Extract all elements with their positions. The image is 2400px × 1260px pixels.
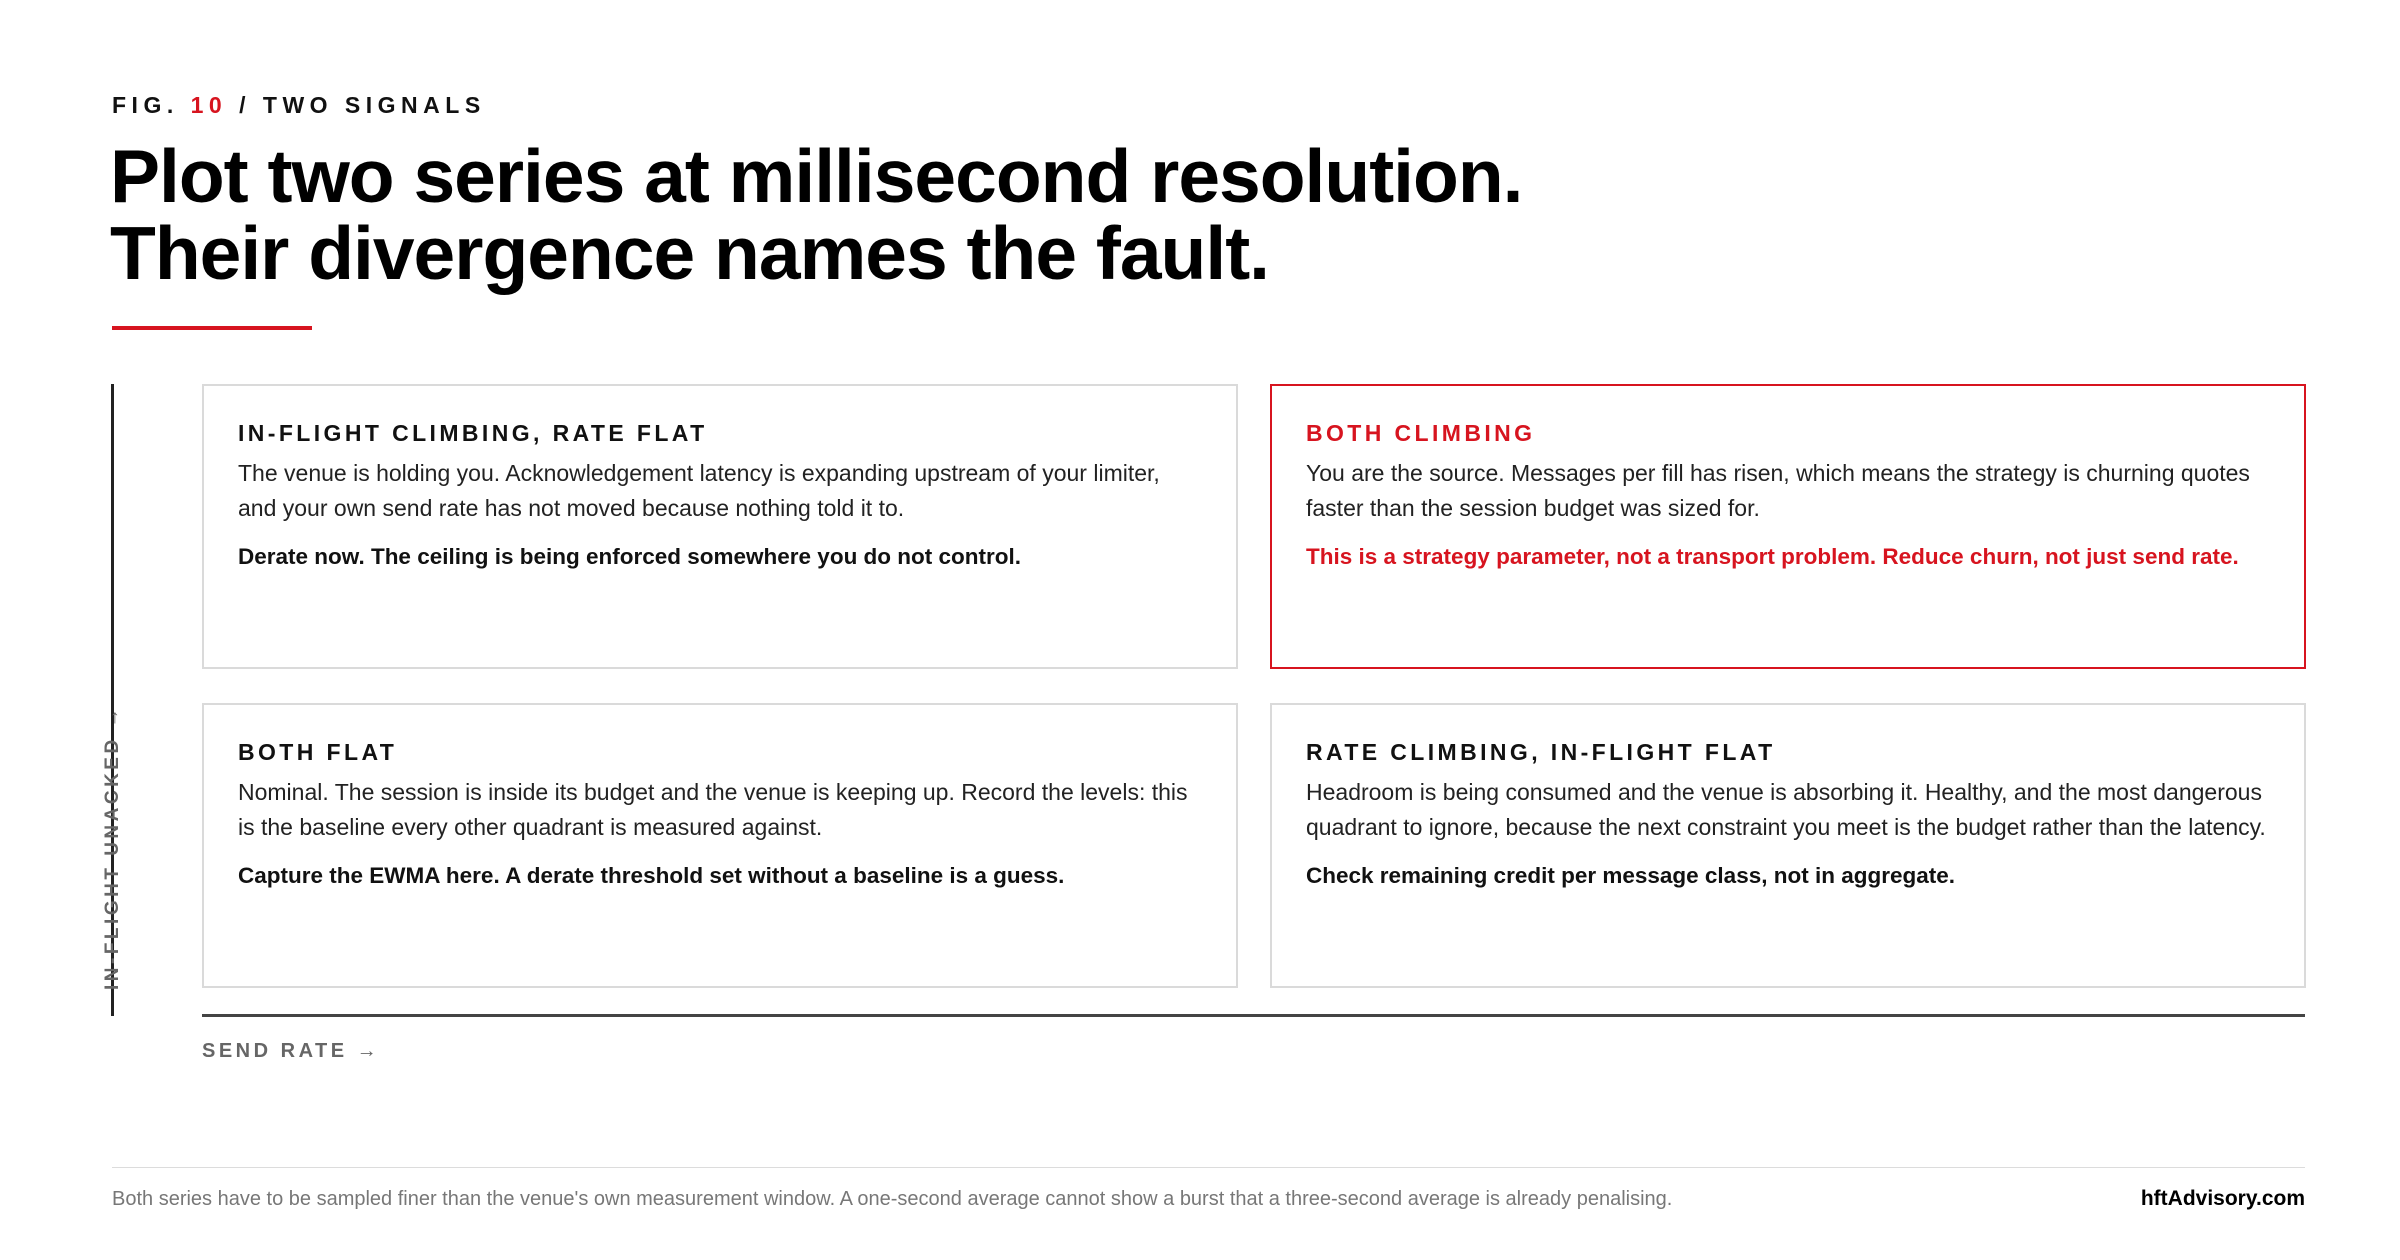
quadrant-title: IN-FLIGHT CLIMBING, RATE FLAT bbox=[238, 420, 708, 446]
quadrant-both-climbing bbox=[1270, 384, 2306, 669]
figure-label bbox=[112, 92, 486, 119]
quadrant-action: Check remaining credit per message class, not in aggregate. bbox=[1306, 863, 1955, 888]
footer-divider bbox=[112, 1167, 2305, 1168]
footer-brand: hftAdvisory.com bbox=[2140, 1187, 2305, 1210]
quadrant-action: Capture the EWMA here. A derate threshold set without a baseline is a guess. bbox=[238, 863, 1065, 888]
headline-line-2: Their divergence names the fault. bbox=[110, 211, 1270, 295]
quadrant-action: Derate now. The ceiling is being enforced somewhere you do not control. bbox=[238, 544, 1022, 569]
quadrant-body: Nominal. The session is inside its budget and the venue is keeping up. Record the levels: this is the baseline every other quadrant is measured against. bbox=[238, 779, 1188, 840]
quadrant-title: BOTH FLAT bbox=[238, 739, 398, 765]
accent-divider bbox=[112, 326, 312, 330]
y-axis-label: IN-FLIGHT UNACKED → bbox=[102, 705, 123, 990]
figure-separator: / bbox=[239, 92, 251, 118]
quadrant-body: Headroom is being consumed and the venue is absorbing it. Healthy, and the most dangerous quadrant to ignore, because the next constraint you meet is the budget rather than the latency. bbox=[1306, 779, 2266, 840]
headline-line-1: Plot two series at millisecond resolution. bbox=[110, 134, 1523, 218]
footer-note: Both series have to be sampled finer than the venue's own measurement window. A one-second average cannot show a burst that a three-second average is already penalising. bbox=[112, 1188, 1673, 1210]
quadrant-title: BOTH CLIMBING bbox=[1306, 420, 1536, 446]
quadrant-rate-climbing-inflight-flat bbox=[1270, 703, 2306, 988]
x-axis-line bbox=[202, 1014, 2305, 1017]
figure-name: TWO SIGNALS bbox=[262, 92, 486, 118]
quadrant-body: You are the source. Messages per fill has risen, which means the strategy is churning quotes faster than the session budget was sized for. bbox=[1306, 460, 2250, 521]
page-title bbox=[110, 134, 1910, 295]
figure-number: 10 bbox=[190, 92, 228, 118]
quadrant-action: This is a strategy parameter, not a transport problem. Reduce churn, not just send rate. bbox=[1306, 544, 2239, 569]
quadrant-inflight-climbing-rate-flat bbox=[202, 384, 1238, 669]
quadrant-both-flat bbox=[202, 703, 1238, 988]
figure-prefix: FIG. bbox=[112, 92, 179, 118]
x-axis-label: SEND RATE → bbox=[202, 1040, 381, 1062]
quadrant-title: RATE CLIMBING, IN-FLIGHT FLAT bbox=[1306, 739, 1776, 765]
quadrant-body: The venue is holding you. Acknowledgement latency is expanding upstream of your limiter, and your own send rate has not moved because nothing told it to. bbox=[238, 460, 1160, 521]
